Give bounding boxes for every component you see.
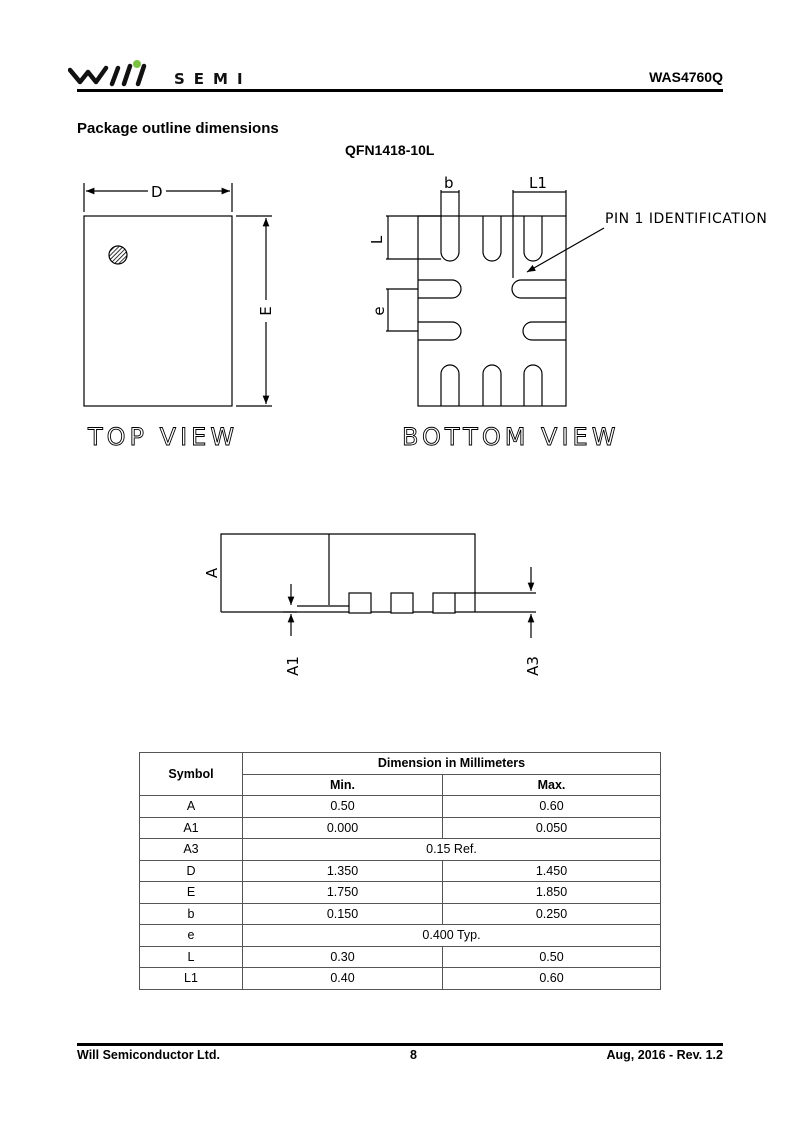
cell-symbol: A	[140, 796, 243, 818]
side-view	[221, 534, 536, 638]
cell-min: 0.30	[243, 946, 443, 968]
cell-max: 0.250	[443, 903, 661, 925]
section-title: Package outline dimensions	[77, 120, 279, 137]
cell-min: 1.750	[243, 882, 443, 904]
bottom-view-body	[418, 216, 566, 406]
pad-right-2	[523, 322, 566, 340]
cell-min: 0.000	[243, 817, 443, 839]
pad-bottom-2	[483, 365, 501, 406]
cell-merged: 0.400 Typ.	[243, 925, 661, 947]
table-row	[140, 946, 661, 968]
footer-page-number: 8	[410, 1048, 417, 1062]
table-row	[140, 817, 661, 839]
pad-top-3	[524, 216, 542, 261]
dim-label-d: D	[151, 183, 163, 201]
cell-symbol: A3	[140, 839, 243, 861]
logo-text: SEMI	[174, 70, 252, 88]
header-symbol: Symbol	[140, 753, 243, 796]
pad-top-1	[441, 216, 459, 261]
pad-left-1	[418, 280, 461, 298]
pin1-label: PIN 1 IDENTIFICATION	[605, 211, 768, 227]
cell-symbol: L1	[140, 968, 243, 990]
cell-symbol: e	[140, 925, 243, 947]
dim-label-a1: A1	[284, 656, 302, 676]
table-row	[140, 860, 661, 882]
footer-company: Will Semiconductor Ltd.	[77, 1048, 220, 1062]
table-header-row	[140, 753, 661, 775]
package-name: QFN1418-10L	[345, 142, 435, 158]
cell-symbol: E	[140, 882, 243, 904]
cell-max: 0.60	[443, 968, 661, 990]
cell-merged: 0.15 Ref.	[243, 839, 661, 861]
cell-symbol: D	[140, 860, 243, 882]
cell-symbol: b	[140, 903, 243, 925]
side-lead-1	[349, 593, 371, 613]
side-view-body	[221, 534, 475, 612]
table-row	[140, 882, 661, 904]
side-lead-2	[391, 593, 413, 613]
dimension-table	[139, 752, 661, 990]
dim-label-a: A	[203, 567, 221, 579]
cell-symbol: A1	[140, 817, 243, 839]
header-dimension-group: Dimension in Millimeters	[243, 753, 661, 775]
pad-right-1	[512, 280, 566, 298]
part-number: WAS4760Q	[649, 69, 723, 85]
pin1-dot	[109, 246, 127, 264]
dim-label-e-pitch: e	[370, 306, 388, 316]
bottom-view-label: BOTTOM VIEW	[402, 423, 620, 451]
top-view-label: TOP VIEW	[88, 423, 239, 451]
table-row	[140, 839, 661, 861]
pad-bottom-3	[524, 365, 542, 406]
dim-label-l: L	[368, 235, 386, 245]
cell-min: 0.50	[243, 796, 443, 818]
pad-bottom-1	[441, 365, 459, 406]
side-lead-3	[433, 593, 455, 613]
cell-max: 0.50	[443, 946, 661, 968]
cell-max: 0.050	[443, 817, 661, 839]
cell-max: 0.60	[443, 796, 661, 818]
cell-min: 0.40	[243, 968, 443, 990]
pad-left-2	[418, 322, 461, 340]
cell-max: 1.450	[443, 860, 661, 882]
dim-label-a3: A3	[524, 656, 542, 676]
top-view	[84, 183, 272, 406]
cell-max: 1.850	[443, 882, 661, 904]
table-row	[140, 903, 661, 925]
bottom-view	[386, 190, 604, 406]
table-row	[140, 968, 661, 990]
dim-label-l1: L1	[529, 174, 547, 192]
cell-min: 0.150	[243, 903, 443, 925]
pad-top-2	[483, 216, 501, 261]
table-row	[140, 796, 661, 818]
table-row	[140, 925, 661, 947]
dim-label-b: b	[444, 174, 454, 192]
footer-revision: Aug, 2016 - Rev. 1.2	[606, 1048, 723, 1062]
dim-label-e: E	[257, 306, 275, 316]
top-view-body	[84, 216, 232, 406]
cell-symbol: L	[140, 946, 243, 968]
header-min: Min.	[243, 774, 443, 796]
header-max: Max.	[443, 774, 661, 796]
cell-min: 1.350	[243, 860, 443, 882]
footer-divider	[77, 1043, 723, 1046]
